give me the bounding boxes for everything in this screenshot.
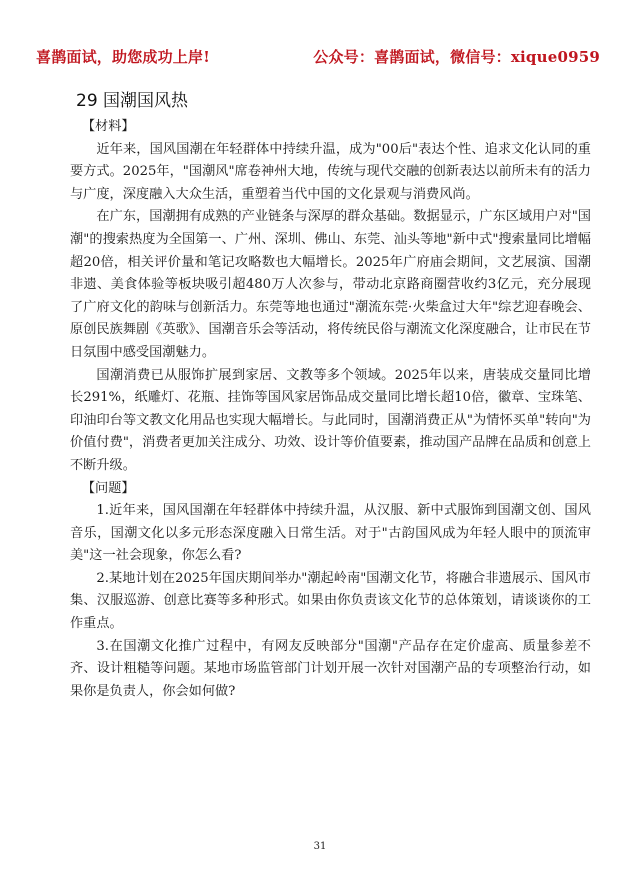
- material-label: 【材料】: [81, 119, 135, 134]
- questions-label: 【问题】: [81, 480, 135, 496]
- page-number: 31: [313, 841, 327, 852]
- header-contact: 公众号：喜鹊面试，微信号：xique0959: [313, 48, 600, 66]
- question-item: 3.在国潮文化推广过程中，有网友反映部分"国潮"产品存在定价虚高、质量参差不齐、设计粗糙等问题。某地市场监管部门计划开展一次针对国潮产品的专项整治行动，如果你是负责人，你会如何做?: [70, 638, 591, 699]
- question-item: 1.近年来，国风国潮在年轻群体中持续升温，从汉服、新中式服饰到国潮文创、国风音乐，国潮文化以多元形态深度融入日常生活。对于"古韵国风成为年轻人眼中的顶流审美"这一社会现象，你怎么看?: [70, 503, 591, 564]
- document-body: [70, 116, 591, 703]
- page-header: [36, 46, 604, 70]
- material-paragraph: 在广东，国潮拥有成熟的产业链条与深厚的群众基础。数据显示，广东区域用户对"国潮"的搜索热度为全国第一、广州、深圳、佛山、东莞、汕头等地"新中式"搜索量同比增幅超20倍，相关评价量和笔记攻略数也大幅增长。2025年广府庙会期间，文艺展演、国潮非遗、美食体验等板块吸引超480万人次参与，带动北京路商圈营收约3亿元，充分展现了广府文化的韵味与创新活力。东莞等地也通过"潮流东莞·火柴盒过大年"综艺迎春晚会、原创民族舞剧《英歌》、国潮音乐会等活动，将传统民俗与潮流文化深度融合，让市民在节日氛围中感受国潮魅力。: [70, 209, 591, 360]
- material-paragraph: 近年来，国风国潮在年轻群体中持续升温，成为"00后"表达个性、追求文化认同的重要方式。2025年，"国潮风"席卷神州大地，传统与现代交融的创新表达以前所未有的活力与广度，深度融入大众生活，重塑着当代中国的文化景观与消费风尚。: [70, 141, 591, 202]
- header-slogan: 喜鹊面试，助您成功上岸!: [36, 48, 210, 66]
- question-item: 2.某地计划在2025年国庆期间举办"潮起岭南"国潮文化节，将融合非遗展示、国风市集、汉服巡游、创意比赛等多种形式。如果由你负责该文化节的总体策划，请谈谈你的工作重点。: [70, 570, 591, 632]
- material-paragraph: 国潮消费已从服饰扩展到家居、文教等多个领域。2025年以来，唐装成交量同比增长291%，纸雕灯、花瓶、挂饰等国风家居饰品成交量同比增长超10倍，徽章、宝珠笔、印油印台等文教文化用品也实现大幅增长。与此同时，国潮消费正从"为情怀买单"转向"为价值付费"，消费者更加关注成分、功效、设计等价值要素，推动国产品牌在品质和创意上不断升级。: [70, 367, 591, 473]
- page-title: 29 国潮国风热: [76, 91, 189, 111]
